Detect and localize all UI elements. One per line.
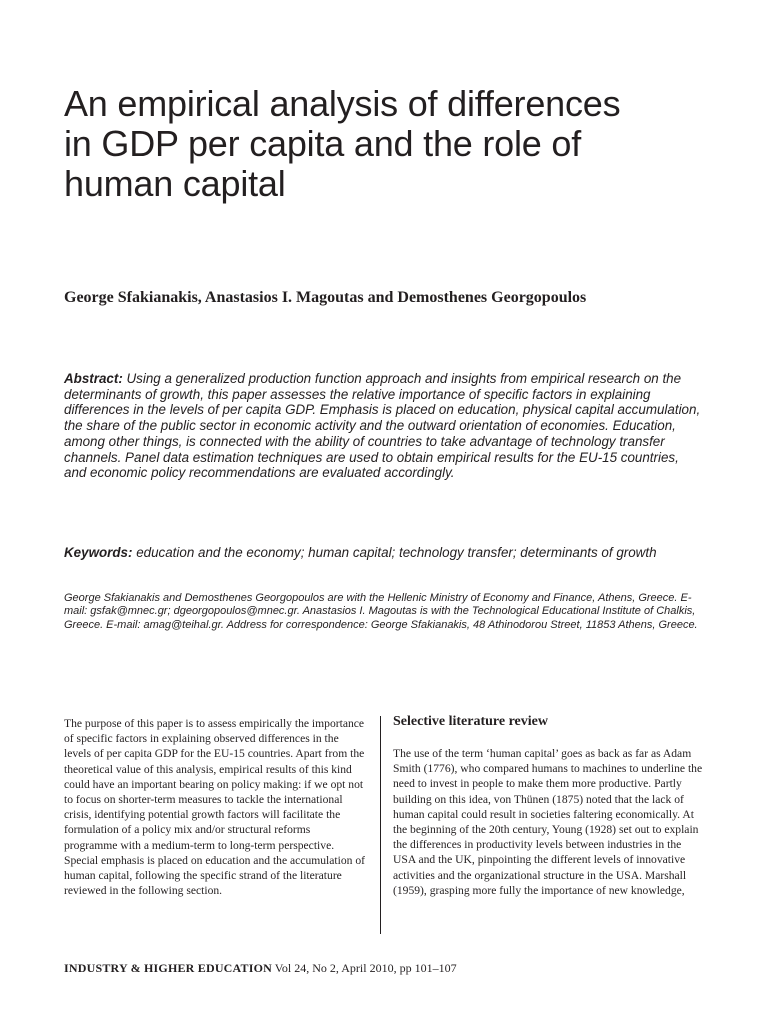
abstract-text: Using a generalized production function approach and insights from empirical research on the determinants of growth, this paper assesses the relative importance of specific factors in explaining differences in the levels of per capita GDP. Emphasis is placed on education, physical capital accumulation, the share of the public sector in economic activity and the outward orientation of economies. Education, among other things, is connected with the ability of countries to take advantage of technology transfer channels. Panel data estimation techniques are used to obtain empirical results for the EU-15 countries, and economic policy recommendations are evaluated accordingly. [64, 371, 701, 481]
abstract [64, 371, 704, 481]
column-divider [380, 716, 381, 934]
journal-citation: Vol 24, No 2, April 2010, pp 101–107 [274, 961, 457, 975]
literature-review-paragraph: The use of the term ‘human capital’ goes as back as far as Adam Smith (1776), who compared humans to machines to underline the need to invest in people to make them more productive. Partly building on this idea, von Thünen (1875) noted that the lack of human capital could result in societies faltering economically. At the beginning of the 20th century, Young (1928) set out to explain the differences in productivity levels between industries in the USA and the UK, pinpointing the different levels of innovative activities and the organizational structure in the USA. Marshall (1959), grasping more fully the importance of new knowledge, [393, 747, 703, 897]
author-list: George Sfakianakis, Anastasios I. Magoutas and Demosthenes Georgopoulos [64, 289, 587, 306]
section-heading: Selective literature review [393, 714, 548, 729]
article-title: An empirical analysis of differences in GDP per capita and the role of human capital [64, 83, 621, 204]
keywords-text: education and the economy; human capital; technology transfer; determinants of growth [136, 545, 657, 560]
page-footer [64, 960, 704, 976]
abstract-label: Abstract: [64, 371, 123, 386]
journal-name: INDUSTRY & HIGHER EDUCATION [64, 961, 272, 975]
introduction-paragraph: The purpose of this paper is to assess empirically the importance of specific factors in explaining observed differences in the levels of per capita GDP for the EU-15 countries. Apart from the theoretical value of this analysis, empirical results of this kind could have an important bearing on policy making: if we opt not to focus on shorter-term measures to tackle the international crisis, identifying potential growth factors will facilitate the formulation of a policy mix and/or structural reforms programme with a medium-term to long-term perspective. Special emphasis is placed on education and the accumulation of human capital, following the specific strand of the literature reviewed in the following section. [64, 717, 366, 898]
keywords-label: Keywords: [64, 545, 133, 560]
author-affiliation: George Sfakianakis and Demosthenes Georgopoulos are with the Hellenic Ministry of Economy and Finance, Athens, Greece. E-mail: gsfak@mnec.gr; dgeorgopoulos@mnec.gr. Anastasios I. Magoutas is with the Technological Educational Institute of Chalkis, Greece. E-mail: amag@teihal.gr. Address for correspondence: George Sfakianakis, 48 Athinodorou Street, 11853 Athens, Greece. [64, 592, 698, 631]
keywords [64, 545, 704, 561]
